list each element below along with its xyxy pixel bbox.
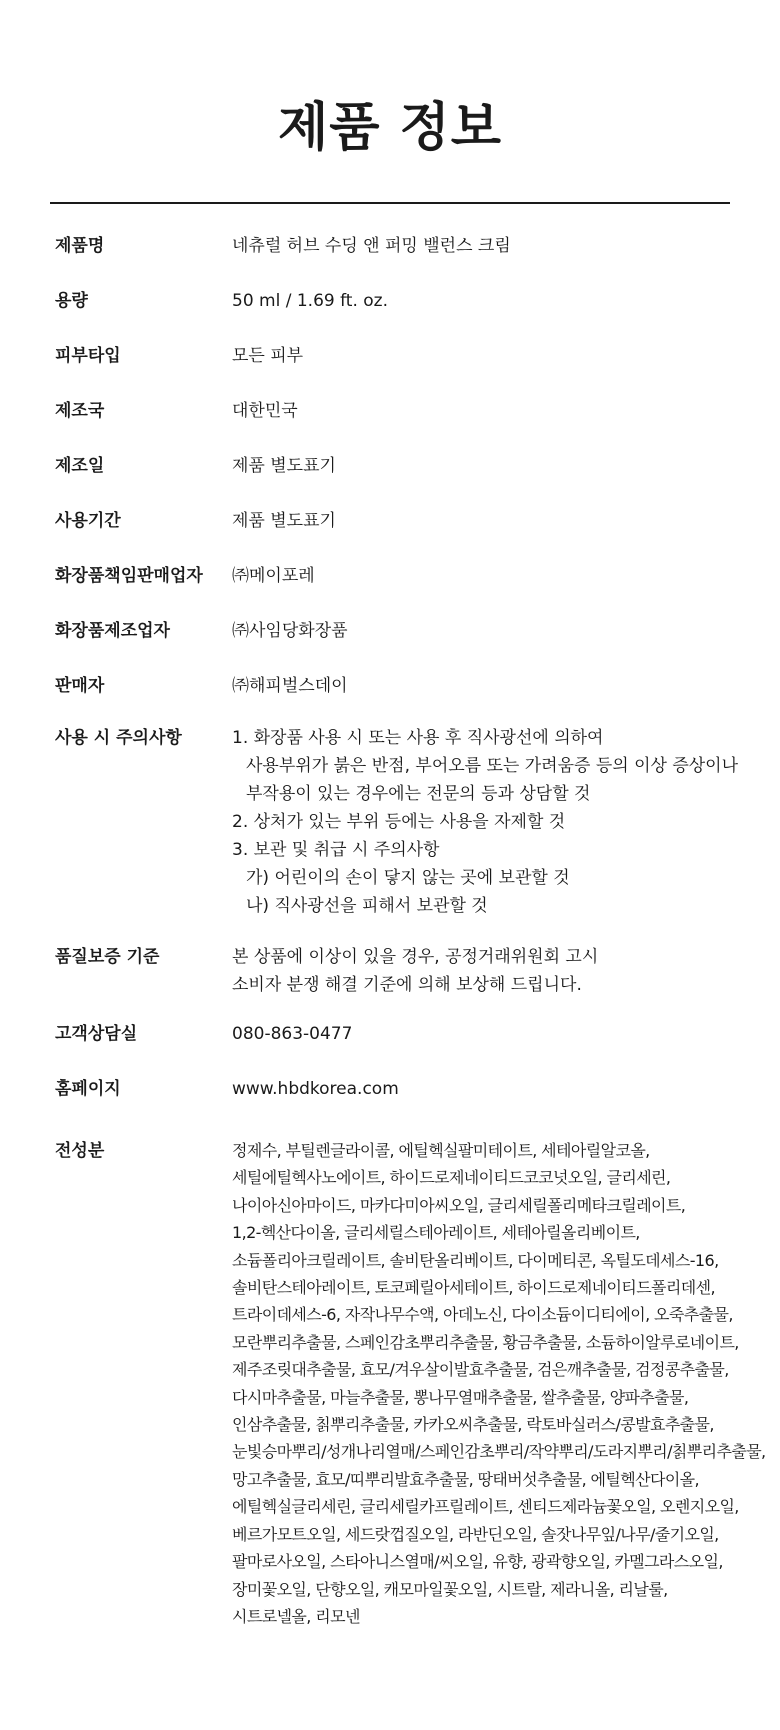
row-label: 고객상담실 <box>55 1024 138 1044</box>
row-value: ㈜사임당화장품 <box>232 621 348 641</box>
row-value: ㈜해피벌스데이 <box>232 676 348 696</box>
caution-line: 부작용이 있는 경우에는 전문의 등과 상담할 것 <box>246 784 591 804</box>
customer-service-phone: 080-863-0477 <box>232 1024 353 1044</box>
ingredients-line: 에틸헥실글리세린, 글리세릴카프릴레이트, 센티드제라늄꽃오일, 오렌지오일, <box>232 1497 739 1517</box>
page-title: 제품 정보 <box>277 98 503 158</box>
row-value: 제품 별도표기 <box>232 511 336 531</box>
row-value: 50 ml / 1.69 ft. oz. <box>232 291 388 311</box>
ingredients-line: 시트로넬올, 리모넨 <box>232 1606 360 1626</box>
ingredients-line: 트라이데세스-6, 자작나무수액, 아데노신, 다이소듐이디티에이, 오죽추출물, <box>232 1305 733 1325</box>
row-value: 네츄럴 허브 수딩 앤 퍼밍 밸런스 크림 <box>232 236 511 256</box>
ingredients-line: 정제수, 부틸렌글라이콜, 에틸헥실팔미테이트, 세테아릴알코올, <box>232 1141 650 1160</box>
caution-line: 2. 상처가 있는 부위 등에는 사용을 자제할 것 <box>232 812 566 832</box>
row-label: 사용기간 <box>55 511 121 531</box>
caution-line: 나) 직사광선을 피해서 보관할 것 <box>246 896 488 916</box>
ingredients-line: 눈빛승마뿌리/성개나리열매/스페인감초뿌리/작약뿌리/도라지뿌리/칡뿌리추출물, <box>232 1442 766 1462</box>
ingredients-line: 1,2-헥산다이올, 글리세릴스테아레이트, 세테아릴올리베이트, <box>232 1223 640 1243</box>
row-value: 모든 피부 <box>232 346 304 366</box>
row-label: 제조일 <box>55 456 105 476</box>
caution-line: 1. 화장품 사용 시 또는 사용 후 직사광선에 의하여 <box>232 728 604 748</box>
ingredients-line: 제주조릿대추출물, 효모/겨우살이발효추출물, 검은깨추출물, 검정콩추출물, <box>232 1360 729 1380</box>
row-value: ㈜메이포레 <box>232 566 315 586</box>
ingredients-line: 나이아신아마이드, 마카다미아씨오일, 글리세릴폴리메타크릴레이트, <box>232 1195 686 1215</box>
row-label: 품질보증 기준 <box>55 947 160 967</box>
row-label: 용량 <box>55 291 88 311</box>
ingredients-line: 솔비탄스테아레이트, 토코페릴아세테이트, 하이드로제네이티드폴리데센, <box>232 1278 715 1298</box>
row-label: 화장품책임판매업자 <box>55 566 203 586</box>
ingredients-line: 세틸에틸헥사노에이트, 하이드로제네이티드코코넛오일, 글리세린, <box>232 1168 671 1188</box>
quality-line: 본 상품에 이상이 있을 경우, 공정거래위원회 고시 <box>232 947 599 967</box>
row-label: 피부타입 <box>55 346 121 366</box>
ingredients-line: 인삼추출물, 칡뿌리추출물, 카카오씨추출물, 락토바실러스/콩발효추출물, <box>232 1415 714 1435</box>
ingredients-line: 모란뿌리추출물, 스페인감초뿌리추출물, 황금추출물, 소듐하이알루로네이트, <box>232 1332 739 1352</box>
ingredients-text <box>232 1137 766 1630</box>
row-value: 대한민국 <box>232 401 298 421</box>
row-label: 제품명 <box>55 236 105 256</box>
ingredients-line: 소듐폴리아크릴레이트, 솔비탄올리베이트, 다이메티콘, 옥틸도데세스-16, <box>232 1250 719 1270</box>
quality-line: 소비자 분쟁 해결 기준에 의해 보상해 드립니다. <box>232 975 582 995</box>
ingredients-line: 다시마추출물, 마늘추출물, 뽕나무열매추출물, 쌀추출물, 양파추출물, <box>232 1387 689 1407</box>
row-label: 화장품제조업자 <box>55 621 170 641</box>
ingredients-line: 망고추출물, 효모/띠뿌리발효추출물, 땅태버섯추출물, 에틸헥산다이올, <box>232 1469 700 1489</box>
caution-line: 사용부위가 붉은 반점, 부어오름 또는 가려움증 등의 이상 증상이나 <box>246 756 739 776</box>
quality-text <box>232 943 732 999</box>
row-value: 제품 별도표기 <box>232 456 336 476</box>
row-label: 사용 시 주의사항 <box>55 728 182 748</box>
caution-text <box>232 724 739 920</box>
row-label: 홈페이지 <box>55 1079 121 1099</box>
row-label: 판매자 <box>55 676 105 696</box>
ingredients-line: 장미꽃오일, 단향오일, 캐모마일꽃오일, 시트랄, 제라니올, 리날룰, <box>232 1579 668 1599</box>
row-label: 제조국 <box>55 401 105 421</box>
caution-line: 가) 어린이의 손이 닿지 않는 곳에 보관할 것 <box>246 868 570 888</box>
homepage-url: www.hbdkorea.com <box>232 1079 399 1099</box>
ingredients-line: 팔마로사오일, 스타아니스열매/씨오일, 유향, 광곽향오일, 카멜그라스오일, <box>232 1552 723 1572</box>
caution-line: 3. 보관 및 취급 시 주의사항 <box>232 840 440 860</box>
row-label: 전성분 <box>55 1141 105 1161</box>
title-divider <box>50 202 730 204</box>
ingredients-line: 베르가모트오일, 세드랏껍질오일, 라반딘오일, 솔잣나무잎/나무/줄기오일, <box>232 1524 719 1544</box>
